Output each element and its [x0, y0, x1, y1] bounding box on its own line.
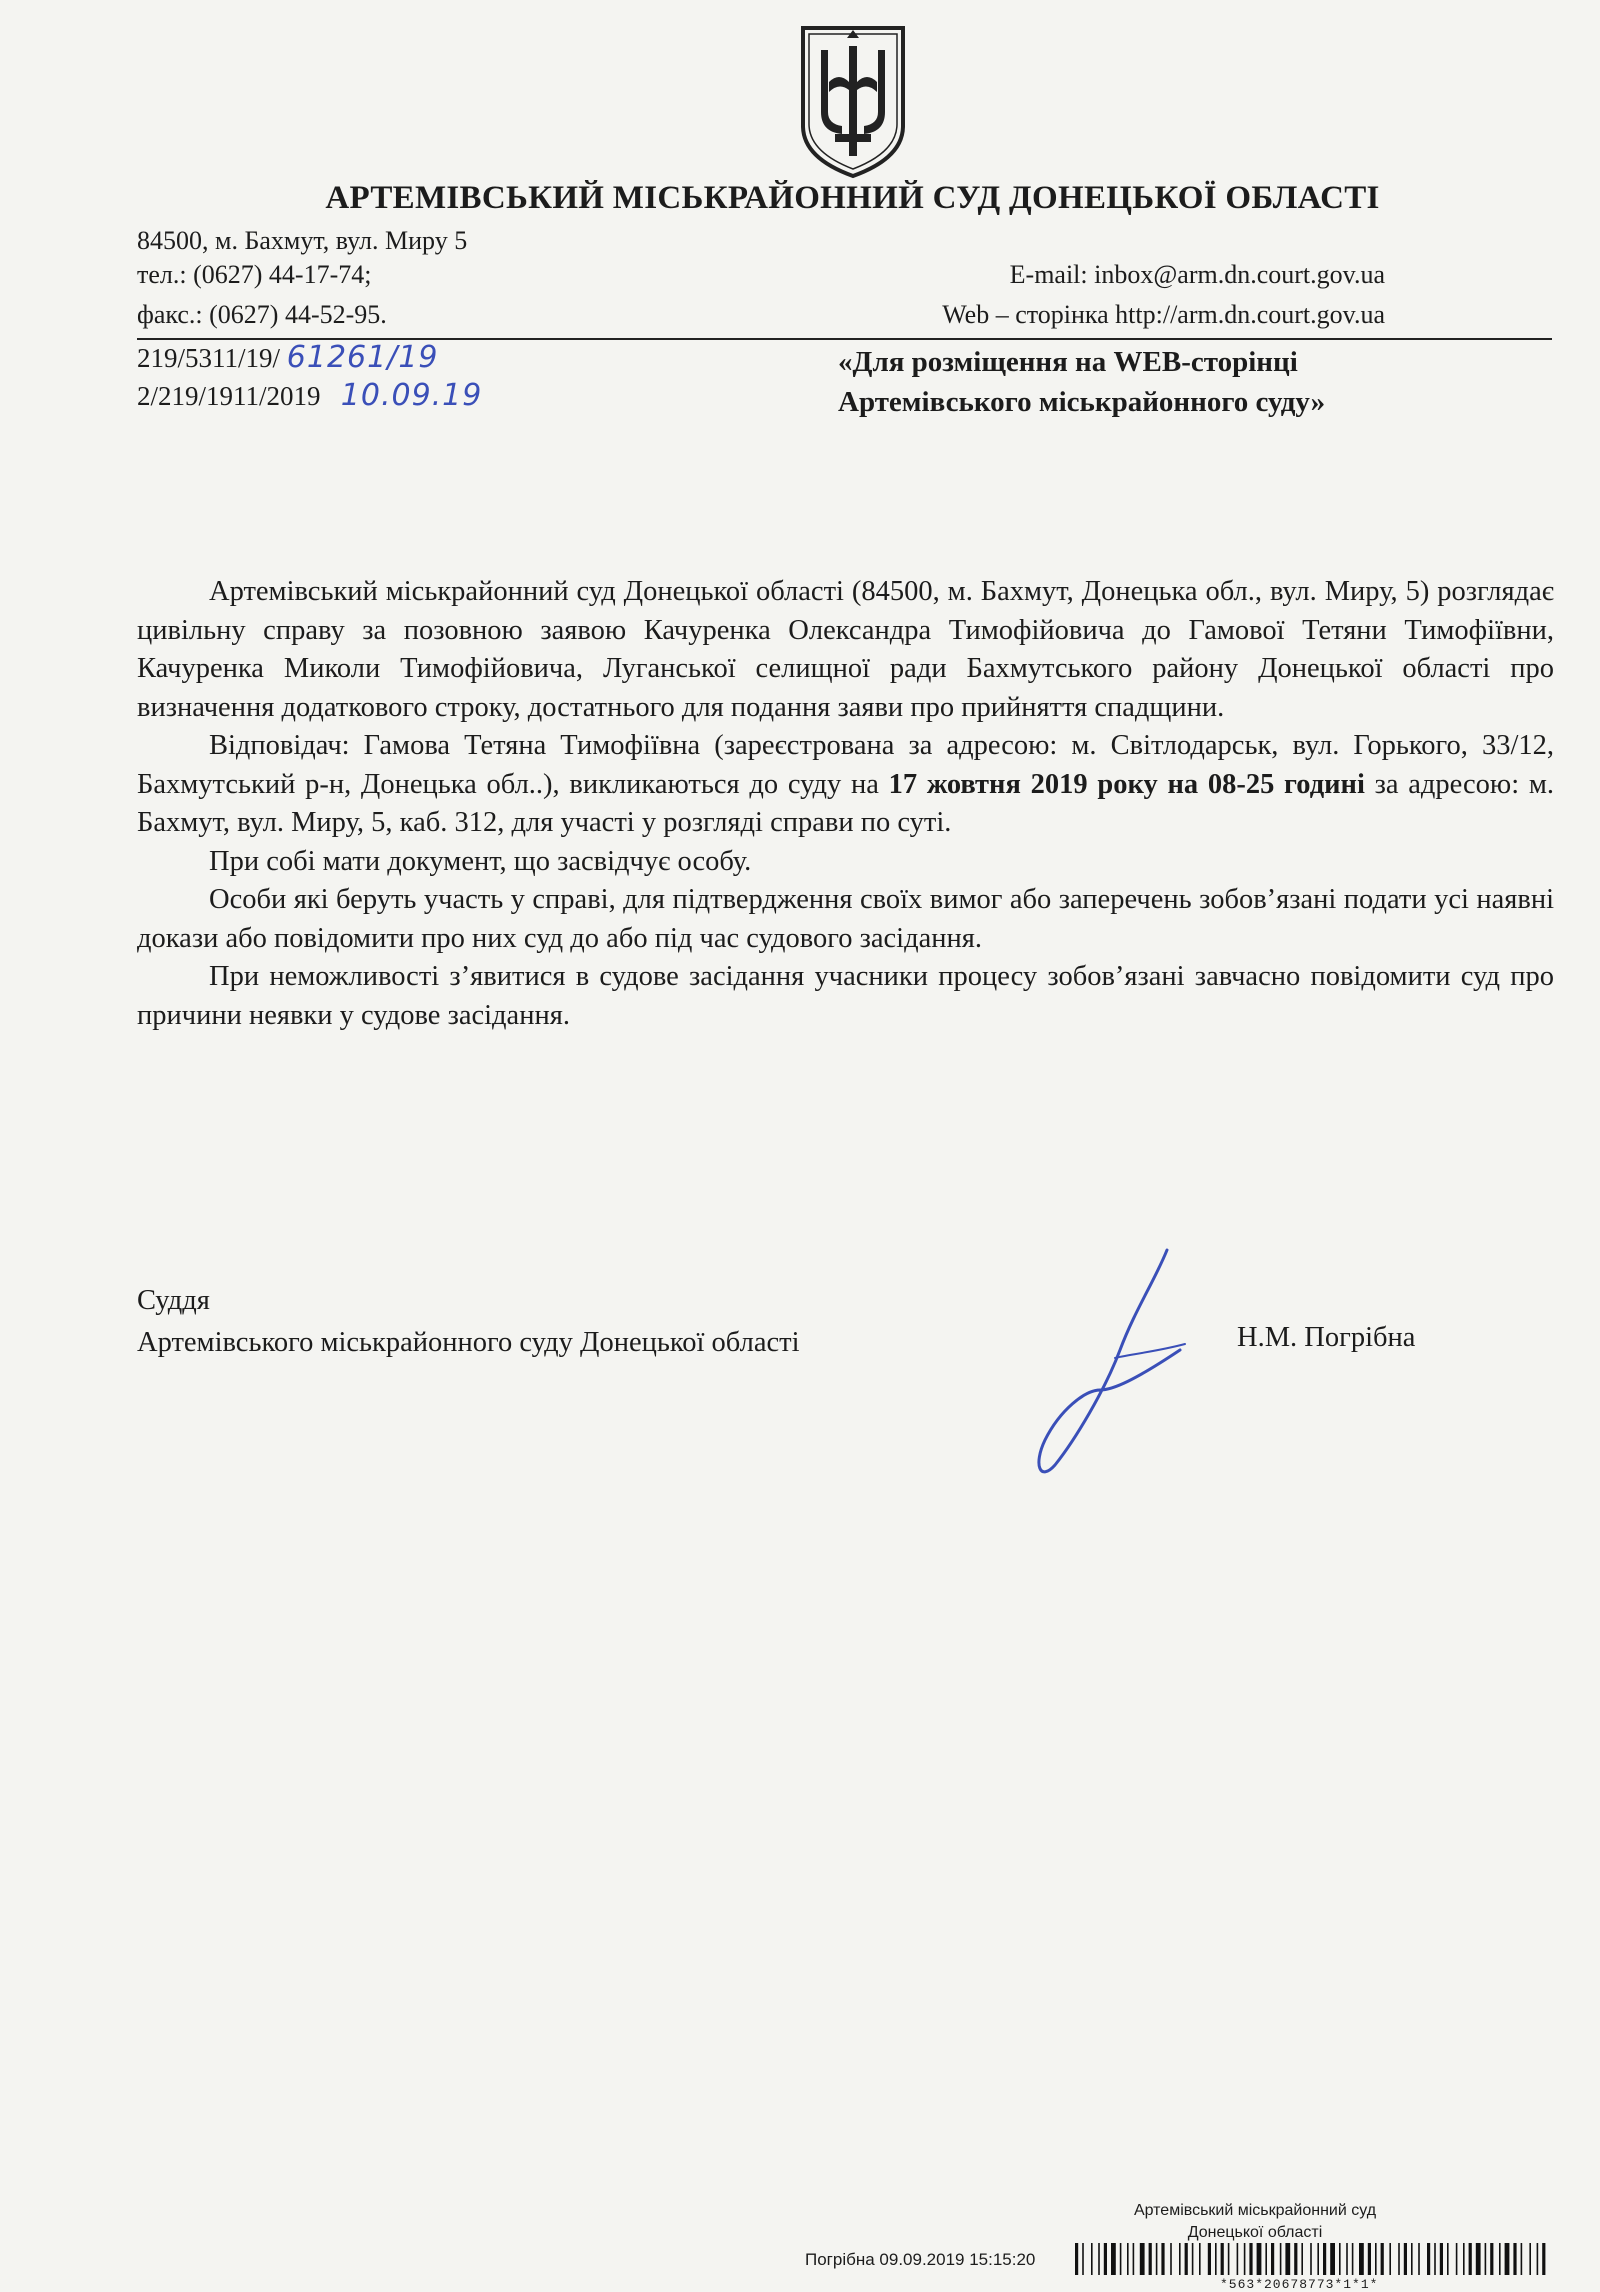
case-number: 219/5311/19 — [137, 343, 273, 373]
signer-role: Суддя — [137, 1285, 210, 1316]
court-email: E-mail: inbox@arm.dn.court.gov.ua — [1009, 260, 1385, 289]
publication-note-line1: «Для розміщення на WEB-сторінці — [838, 346, 1298, 378]
registration-stamp-court: Артемівський міськрайонний суд Донецької області — [1133, 2202, 1377, 2241]
signer-name: Н.М. Погрібна — [1237, 1322, 1416, 1353]
handwritten-date: 10.09.19 — [340, 378, 483, 413]
court-phone: тел.: (0627) 44-17-74; — [137, 260, 372, 289]
paragraph-id: При собі мати документ, що засвідчує особу. — [209, 845, 752, 877]
proceeding-number: 2/219/1911/2019 — [137, 381, 321, 411]
signer-court: Артемівського міськрайонного суду Донецької області — [137, 1327, 800, 1358]
case-references: 219/5311/19/ 61261/19 2/219/1911/2019 10.09.19 — [137, 340, 483, 413]
handwritten-number: 61261/19 — [286, 340, 439, 375]
handwritten-signature — [1015, 1240, 1200, 1480]
court-address: 84500, м. Бахмут, вул. Миру 5 — [137, 226, 468, 255]
paragraph-evidence: Особи які беруть участь у справі, для підтвердження своїх вимог або заперечень зобов’язані подати усі наявні докази або повідомити про них суд до або під час судового засідання. — [137, 884, 1554, 954]
signature-block — [137, 1280, 800, 1364]
barcode-icon — [1075, 2243, 1550, 2275]
barcode-number: *563*20678773*1*1* — [1220, 2277, 1379, 2292]
hearing-datetime: 17 жовтня 2019 року на 08-25 годині — [888, 768, 1365, 800]
court-title: АРТЕМІВСЬКИЙ МІСЬКРАЙОННИЙ СУД ДОНЕЦЬКОЇ ОБЛАСТІ — [325, 180, 1380, 216]
notice-body — [137, 573, 1554, 1035]
publication-note — [838, 342, 1325, 422]
paragraph-summons: Відповідач: Гамова Тетяна Тимофіївна (зареєстрована за адресою: м. Світлодарськ, вул. Горького, 33/12, Бахмутський р-н, Донецька обл..), викликаються до суду на 17 жовтня 2019 року на 08-25 годині за адресою: м. Бахмут, вул. Миру, 5, каб. 312, для участі у розгляді справи по суті. — [137, 730, 1555, 838]
paragraph-absence: При неможливості з’явитися в судове засідання учасники процесу зобов’язані завчасно повідомити суд про причини неявки у судове засідання. — [137, 961, 1554, 1031]
header-contacts-right — [840, 258, 1385, 332]
header-contacts-left — [137, 224, 467, 332]
coat-of-arms-icon — [795, 22, 911, 180]
court-fax: факс.: (0627) 44-52-95. — [137, 300, 387, 329]
court-web: Web – сторінка http://arm.dn.court.gov.ua — [942, 300, 1385, 329]
publication-note-line2: Артемівського міськрайонного суду» — [838, 386, 1326, 418]
paragraph-case: Артемівський міськрайонний суд Донецької області (84500, м. Бахмут, Донецька обл., вул. Миру, 5) розглядає цивільну справу за позовною заявою Качуренка Олександра Тимофійовича до Гамової Тетяни Тимофіївни, Качуренка Миколи Тимофійовича, Луганської селищної ради Бахмутського району Донецької області про визначення додаткового строку, достатнього для подання заяви про прийняття спадщини. — [137, 576, 1554, 723]
registration-stamp-meta: Погрібна 09.09.2019 15:15:20 — [805, 2250, 1036, 2269]
